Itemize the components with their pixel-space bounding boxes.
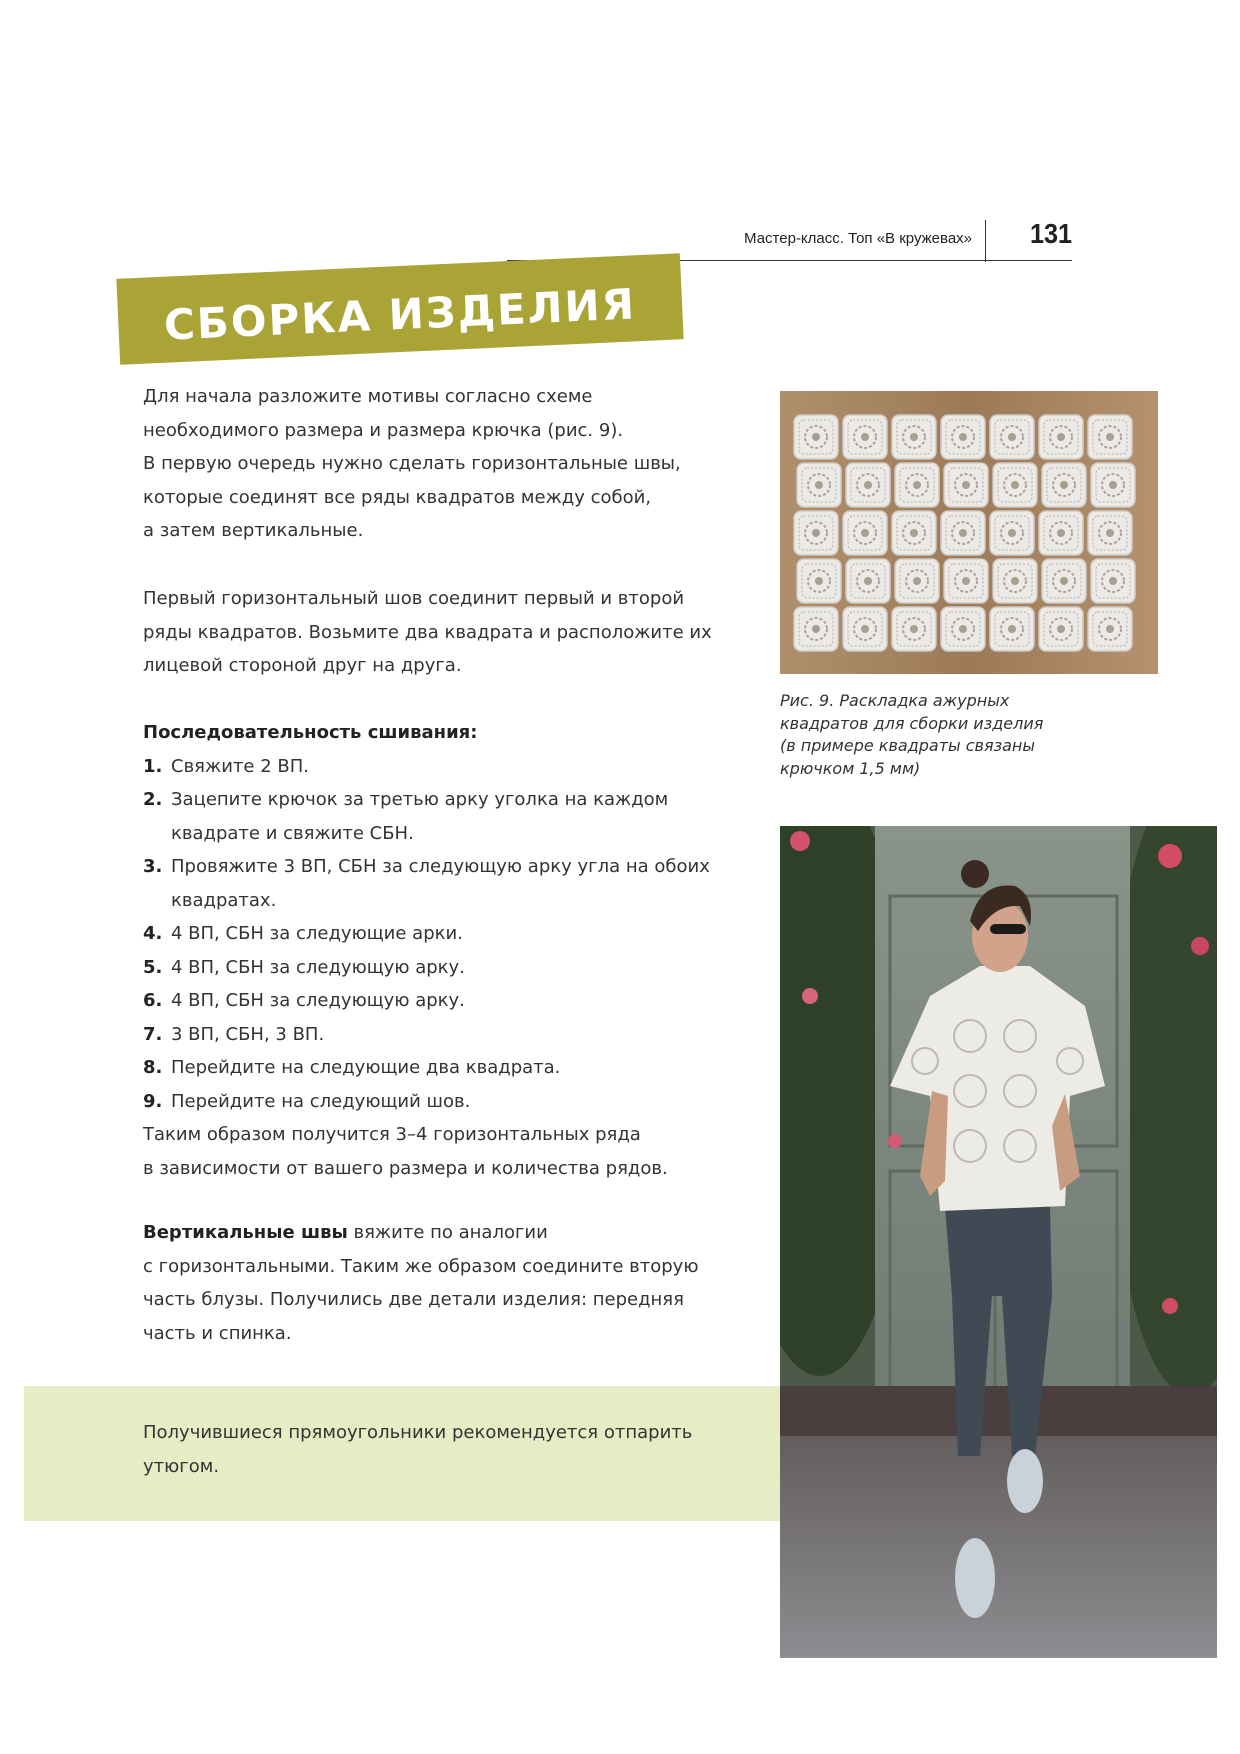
- paragraph-line: лицевой стороной друг на друга.: [143, 655, 462, 676]
- crochet-square: [944, 463, 988, 507]
- vertical-seams-paragraph: [143, 1216, 763, 1350]
- crochet-square: [843, 415, 887, 459]
- paragraph-line: часть блузы. Получились две детали изделия: передняя: [143, 1289, 684, 1310]
- crochet-square: [1088, 511, 1132, 555]
- horizontal-seam-paragraph: [143, 582, 763, 683]
- crochet-square: [993, 463, 1037, 507]
- crochet-square: [990, 511, 1034, 555]
- crochet-square: [794, 415, 838, 459]
- crochet-square: [892, 415, 936, 459]
- paragraph-line: Первый горизонтальный шов соединит первый и второй: [143, 588, 685, 609]
- crochet-square: [895, 463, 939, 507]
- crochet-square: [1088, 415, 1132, 459]
- crochet-square: [941, 511, 985, 555]
- sequence-heading: Последовательность сшивания:: [143, 722, 478, 743]
- paragraph-line: часть и спинка.: [143, 1322, 292, 1344]
- crochet-square: [1042, 559, 1086, 603]
- crochet-square: [895, 559, 939, 603]
- vertical-seams-term: Вертикальные швы: [143, 1222, 348, 1243]
- intro-line: необходимого размера и размера крючка (рис. 9).: [143, 419, 624, 441]
- crochet-square: [843, 607, 887, 651]
- tip-callout-text: Получившиеся прямоугольники рекомендуется отпарить утюгом.: [143, 1422, 693, 1477]
- figure-9-squares-photo: [780, 391, 1158, 674]
- step-7: 7. 3 ВП, СБН, 3 ВП.: [143, 1023, 325, 1045]
- paragraph-line: Вертикальные швы вяжите по аналогии: [143, 1222, 548, 1243]
- step-4: 4. 4 ВП, СБН за следующие арки.: [143, 923, 463, 944]
- figure-9-caption: Рис. 9. Раскладка ажурных квадратов для сборки изделия (в примере квадраты связаны крючком 1,5 мм): [780, 691, 1044, 778]
- paragraph-line: ряды квадратов. Возьмите два квадрата и расположите их: [143, 621, 712, 643]
- crochet-square: [990, 607, 1034, 651]
- crochet-square: [846, 559, 890, 603]
- crochet-square: [1088, 607, 1132, 651]
- model-photo-lace-top: [780, 826, 1217, 1658]
- crochet-square: [797, 463, 841, 507]
- crochet-square: [843, 511, 887, 555]
- step-8: 8. Перейдите на следующие два квадрата.: [143, 1057, 561, 1078]
- step-1: 1. Свяжите 2 ВП.: [143, 755, 309, 777]
- crochet-square: [1091, 463, 1135, 507]
- crochet-square: [892, 607, 936, 651]
- crochet-square: [941, 607, 985, 651]
- step-9: 9. Перейдите на следующий шов.: [143, 1090, 471, 1112]
- crochet-square: [1039, 415, 1083, 459]
- crochet-square: [1042, 463, 1086, 507]
- step-2: 2. Зацепите крючок за третью арку уголка на каждом квадрате и свяжите СБН.: [143, 789, 669, 844]
- intro-paragraph: [143, 380, 763, 548]
- result-line: в зависимости от вашего размера и количества рядов.: [143, 1157, 668, 1179]
- page-number: 131: [1029, 218, 1072, 249]
- step-5: 5. 4 ВП, СБН за следующую арку.: [143, 956, 465, 978]
- crochet-square: [797, 559, 841, 603]
- section-title: СБОРКА ИЗДЕЛИЯ: [162, 279, 637, 350]
- intro-line: которые соединят все ряды квадратов между собой,: [143, 486, 652, 508]
- intro-line: а затем вертикальные.: [143, 520, 364, 541]
- crochet-square: [794, 511, 838, 555]
- crochet-square: [846, 463, 890, 507]
- intro-line: В первую очередь нужно сделать горизонтальные швы,: [143, 453, 681, 474]
- result-line: Таким образом получится 3–4 горизонтальных ряда: [143, 1124, 641, 1145]
- step-3: 3. Провяжите 3 ВП, СБН за следующую арку угла на обоих квадратах.: [143, 856, 710, 911]
- running-header-title: Мастер-класс. Топ «В кружевах»: [744, 230, 972, 247]
- crochet-square: [941, 415, 985, 459]
- crochet-square: [892, 511, 936, 555]
- crochet-square: [1039, 511, 1083, 555]
- sewing-sequence: [143, 716, 763, 1185]
- intro-line: Для начала разложите мотивы согласно схеме: [143, 386, 593, 407]
- crochet-square: [1091, 559, 1135, 603]
- paragraph-line: с горизонтальными. Таким же образом соедините вторую: [143, 1255, 699, 1277]
- crochet-square: [990, 415, 1034, 459]
- crochet-square: [1039, 607, 1083, 651]
- header-separator: [985, 220, 986, 262]
- crochet-square: [944, 559, 988, 603]
- crochet-square: [993, 559, 1037, 603]
- step-6: 6. 4 ВП, СБН за следующую арку.: [143, 990, 465, 1011]
- crochet-square: [794, 607, 838, 651]
